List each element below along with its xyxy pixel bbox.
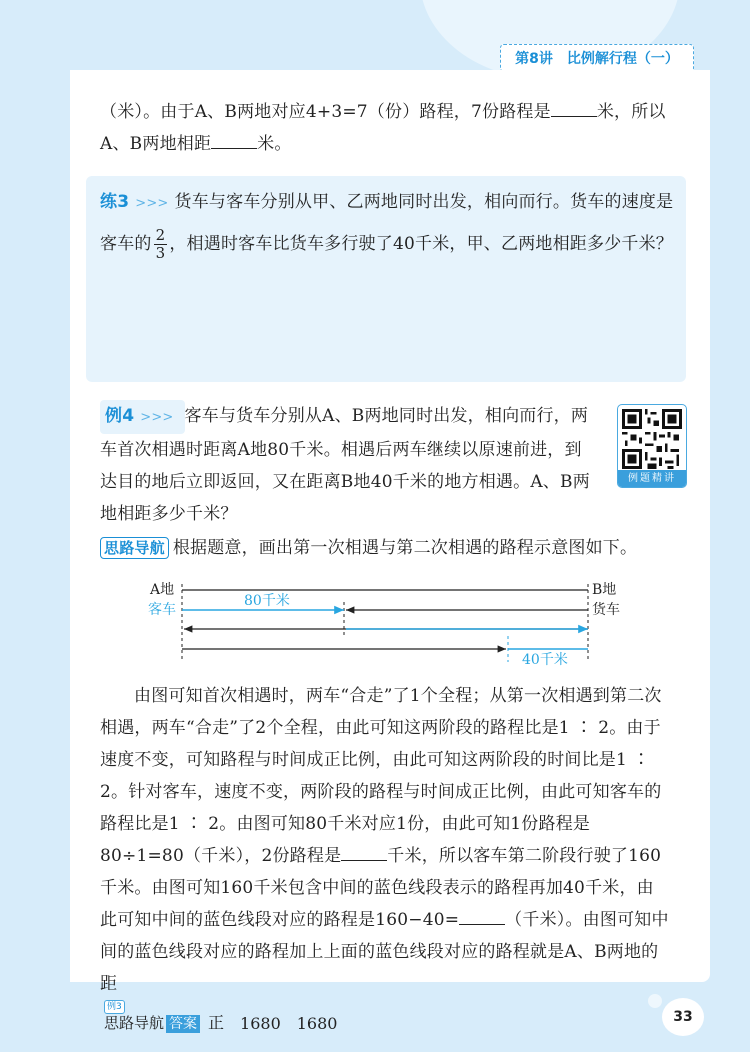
qr-code-icon bbox=[622, 409, 682, 469]
lecture-title: 第8讲 比例解行程（一） bbox=[500, 44, 694, 72]
answer-blank bbox=[341, 842, 387, 861]
answer-value: 1680 bbox=[240, 1014, 281, 1033]
text-run: （米）。由于A、B两地对应4+3=7（份）路程，7份路程是 bbox=[100, 102, 551, 122]
a-label: A地 bbox=[150, 582, 175, 598]
text-run: 根据题意，画出第一次相遇与第二次相遇的路程示意图如下。 bbox=[172, 538, 638, 558]
answer-blank bbox=[459, 906, 505, 925]
text-run: 货车与客车分别从甲、乙两地同时出发，相向而行。货车的速度是客车的 bbox=[100, 192, 674, 254]
text-run: ，相遇时客车比货车多行驶了40千米，甲、乙两地相距多少千米？ bbox=[169, 234, 673, 254]
answer-line bbox=[104, 1010, 353, 1033]
route-diagram bbox=[140, 574, 640, 674]
text-run: 米。 bbox=[257, 134, 292, 154]
answer-guide-label: 思路导航 bbox=[104, 1014, 165, 1032]
seg-40-label: 40千米 bbox=[522, 652, 568, 668]
text-run: 米，所以A、B两地相距 bbox=[100, 102, 666, 154]
guide-paragraph bbox=[100, 532, 670, 564]
example-label-box bbox=[100, 400, 185, 434]
answer-blank bbox=[551, 98, 597, 117]
car-b-label: 货车 bbox=[592, 602, 620, 618]
paragraph-continuation bbox=[100, 96, 670, 160]
example-label: 例4 bbox=[105, 406, 135, 426]
example-4-question bbox=[100, 400, 592, 530]
fraction-numerator: 2 bbox=[155, 226, 166, 244]
practice-label: 练3 bbox=[100, 192, 130, 212]
answer-value: 正 bbox=[208, 1013, 225, 1032]
qr-label: 例题精讲 bbox=[618, 470, 686, 487]
b-label: B地 bbox=[592, 582, 617, 598]
fraction-denominator: 3 bbox=[155, 244, 166, 262]
answer-value: 1680 bbox=[296, 1014, 338, 1033]
guide-tag: 思路导航 bbox=[100, 537, 169, 559]
solution-paragraph bbox=[100, 680, 670, 1000]
text-run: （千米）。由图可知中间的蓝色线段对应的路程加上上面的蓝色线段对应的路程就是A、B两地的距 bbox=[100, 910, 669, 994]
text-run: 由图可知首次相遇时，两车“合走”了1个全程；从第一次相遇到第二次相遇，两车“合走”了2个全程，由此可知这两阶段的路程比是1 ∶ 2。由于速度不变，可知路程与时间成正比例，由此可知这两阶段的时间比是1 ∶ 2。针对客车，速度不变，两阶段的路程与时间成正比例，由此可知客车的路程比是1 ∶ 2。由图可知80千米对应1份，由此可知1份路程是80÷1=80（千米），2份路程是 bbox=[100, 686, 662, 866]
answer-example-tag: 例3 bbox=[104, 1000, 125, 1014]
qr-code-card[interactable] bbox=[617, 404, 687, 488]
text-run: 千米，所以客车第二阶段行驶了160千米。由图可知160千米包含中间的蓝色线段表示的路程再加40千米，由此可知中间的蓝色线段对应的路程是160−40= bbox=[100, 846, 662, 930]
page-number: 33 bbox=[662, 998, 704, 1036]
fraction bbox=[154, 227, 168, 262]
seg-80-label: 80千米 bbox=[244, 593, 290, 609]
footer-decoration bbox=[648, 994, 662, 1008]
answer-blank bbox=[211, 130, 257, 149]
text-run: 客车与货车分别从A、B两地同时出发，相向而行，两车首次相遇时距离A地80千米。相遇后两车继续以原速前进，到达目的地后立即返回，又在距离B地40千米的地方相遇。A、B两地相距多少千米？ bbox=[100, 406, 590, 524]
practice-3-question bbox=[100, 182, 676, 264]
answer-key-badge: 答案 bbox=[166, 1015, 200, 1033]
car-a-label: 客车 bbox=[148, 602, 176, 618]
arrows-icon: >>> bbox=[135, 196, 169, 211]
arrows-icon: >>> bbox=[140, 410, 174, 425]
